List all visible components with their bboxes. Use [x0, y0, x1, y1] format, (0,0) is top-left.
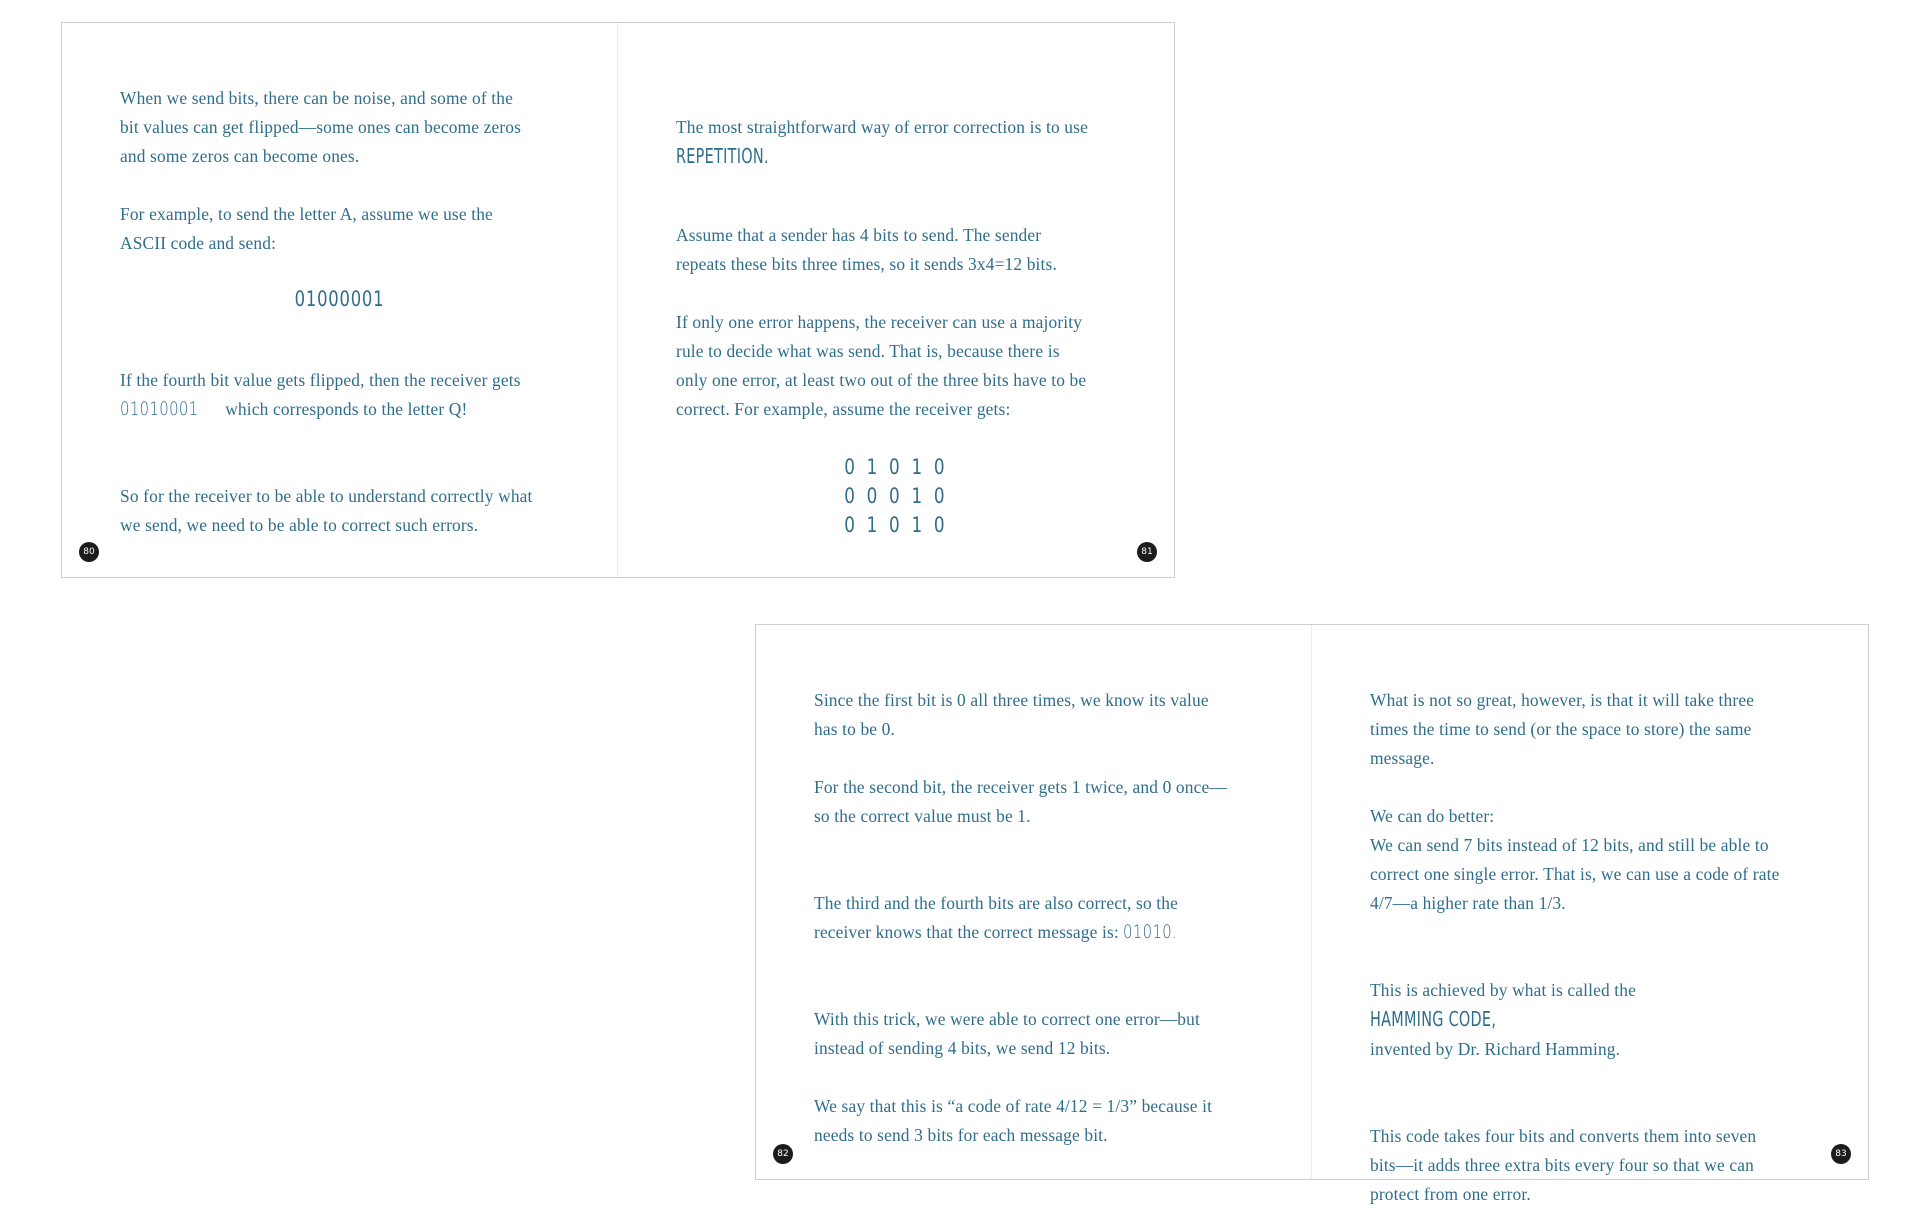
received-bits-row: 0 1 0 1 0 — [844, 513, 948, 537]
flipped-code: 01010001 — [120, 398, 199, 420]
paragraph-ascii-example: For example, to send the letter A, assume we use the ASCII code and send: — [120, 204, 493, 253]
paragraph-flipped-bit — [120, 337, 559, 453]
hamming-code-term: HAMMING CODE, — [1370, 1007, 1497, 1031]
paragraph-seven-bits: This code takes four bits and converts them into seven bits—it adds three extra bits every four so that we can protect from one error. — [1370, 1126, 1757, 1204]
repetition-intro-line: The most straightforward way of error correction is to use — [676, 117, 1088, 137]
ascii-code-a: 01000001 — [294, 287, 385, 311]
page-80 — [62, 23, 618, 577]
third-fourth-line-1: The third and the fourth bits are also correct, so the — [814, 893, 1179, 913]
page-81 — [618, 23, 1174, 577]
paragraph-repetition-intro — [676, 84, 1116, 201]
paragraph-third-fourth-bits — [814, 860, 1253, 976]
repetition-term-line — [676, 142, 1116, 172]
hamming-line-2: invented by Dr. Richard Hamming. — [1370, 1039, 1621, 1059]
page-number-badge: 81 — [1137, 542, 1157, 562]
flipped-bit-line-1: If the fourth bit value gets flipped, then the receiver gets — [120, 370, 521, 390]
received-bits-row: 0 0 0 1 0 — [844, 484, 948, 508]
third-fourth-line-2-text: receiver knows that the correct message is: — [814, 922, 1124, 942]
correct-message-code: 01010. — [1123, 921, 1178, 943]
received-bits-block — [676, 453, 1116, 540]
page-number-badge: 83 — [1831, 1144, 1851, 1164]
paragraph-do-better: We can do better: We can send 7 bits instead of 12 bits, and still be able to correct one single error. That is, we can use a code of rate 4/7—a higher rate than 1/3. — [1370, 806, 1780, 913]
page-83 — [1312, 625, 1868, 1204]
paragraph-majority-rule: If only one error happens, the receiver can use a majority rule to decide what was send. That is, because there is only one error, at least two out of the three bits have to be correct. For example, assume the receiver gets: — [676, 312, 1087, 419]
third-fourth-line-2 — [814, 918, 1253, 947]
paragraph-trick: With this trick, we were able to correct one error—but instead of sending 4 bits, we send 12 bits. — [814, 1009, 1200, 1058]
received-bits-row: 0 1 0 1 0 — [844, 455, 948, 479]
paragraph-first-bit: Since the first bit is 0 all three times, we know its value has to be 0. — [814, 690, 1209, 739]
flipped-bit-rest: which corresponds to the letter Q! — [220, 399, 468, 419]
flipped-bit-line-2 — [120, 395, 559, 424]
hamming-line-1 — [1370, 976, 1810, 1035]
paragraph-correct-errors: So for the receiver to be able to understand correctly what we send, we need to be able to correct such errors. — [120, 486, 533, 535]
book-spread-pages-82-83 — [755, 624, 1869, 1204]
paragraph-second-bit: For the second bit, the receiver gets 1 twice, and 0 once— so the correct value must be 1. — [814, 777, 1227, 826]
paragraph-not-so-great: What is not so great, however, is that it will take three times the time to send (or the space to store) the same message. — [1370, 690, 1755, 768]
paragraph-hamming-code — [1370, 947, 1810, 1093]
hamming-line-1-text: This is achieved by what is called the — [1370, 980, 1636, 1000]
page-number-badge: 80 — [79, 542, 99, 562]
paragraph-noise: When we send bits, there can be noise, and some of the bit values can get flipped—some ones can become zeros and some zeros can become ones. — [120, 88, 522, 166]
paragraph-code-rate: We say that this is “a code of rate 4/12 = 1/3” because it needs to send 3 bits for each message bit. — [814, 1096, 1213, 1145]
paragraph-sender-repeats: Assume that a sender has 4 bits to send. The sender repeats these bits three times, so it sends 3x4=12 bits. — [676, 225, 1057, 274]
page-number-badge: 82 — [773, 1144, 793, 1164]
page-82 — [756, 625, 1312, 1179]
repetition-term: REPETITION. — [676, 144, 769, 168]
book-spread-pages-80-81 — [61, 22, 1175, 578]
